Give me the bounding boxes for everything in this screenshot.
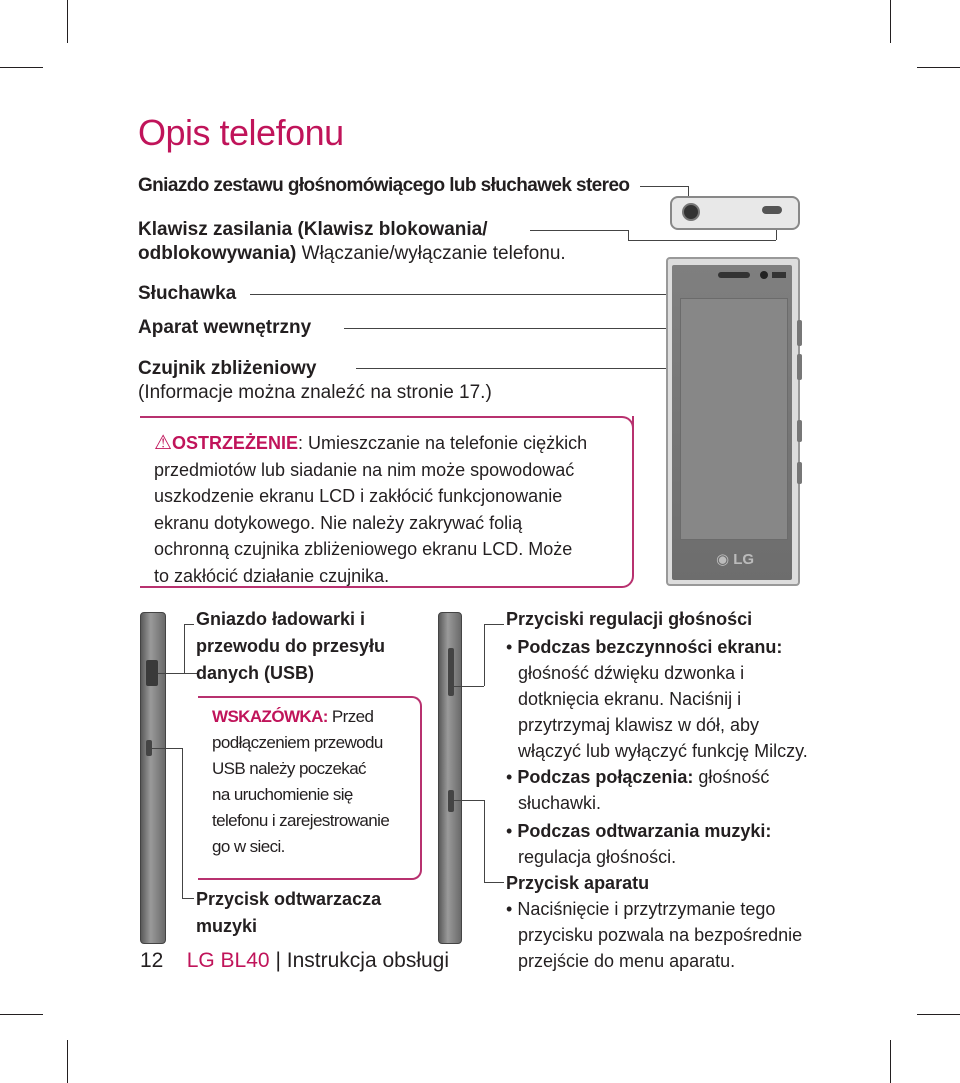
hint-text: WSKAZÓWKA: Przed podłączeniem przewodu USB należy poczekać na uruchomienie się telefonu i zarejestrowanie go w sieci. [212, 707, 390, 856]
camera-key-bullet: • Naciśnięcie i przytrzymanie tego [506, 899, 776, 919]
volume-key-icon [448, 648, 454, 696]
warning-line: przedmiotów lub siadanie na nim może spowodować [154, 459, 575, 480]
leader-line [640, 186, 688, 187]
side-button-icon [797, 462, 802, 484]
crop-mark [917, 67, 960, 68]
warning-line: ekranu dotykowego. Nie należy zakrywać folią [154, 512, 523, 533]
leader-line [484, 624, 504, 625]
warning-text [154, 430, 624, 589]
power-key-title-2: odblokowywania) [138, 243, 297, 264]
proximity-sensor-icon [772, 272, 786, 278]
page-footer [140, 949, 449, 973]
camera-key-text: przycisku pozwala na bezpośrednie przejście do menu aparatu. [518, 925, 803, 971]
power-key-label [138, 218, 566, 266]
headset-jack-icon [682, 203, 700, 221]
warning-box-border [140, 416, 618, 418]
leader-line [250, 294, 682, 295]
leader-line [182, 898, 194, 899]
crop-mark [0, 67, 43, 68]
leader-line [484, 882, 504, 883]
footer-separator: | [275, 949, 281, 972]
page-title: Opis telefonu [138, 112, 344, 153]
power-key-icon [762, 206, 782, 214]
warning-triangle-icon: ⚠ [154, 432, 172, 454]
phone-lcd-area [680, 298, 788, 540]
leader-line [454, 800, 484, 801]
footer-model: LG BL40 [186, 949, 270, 972]
leader-line [152, 748, 182, 749]
leader-line [454, 686, 484, 687]
warning-line: ochronną czujnika zbliżeniowego ekranu LCD. Może [154, 539, 573, 559]
crop-mark [890, 0, 891, 43]
headset-jack-label: Gniazdo zestawu głośnomówiącego lub słuchawek stereo [138, 175, 630, 196]
leader-line [628, 240, 776, 241]
warning-line: uszkodzenie ekranu LCD i zakłócić funkcjonowanie [154, 486, 563, 506]
crop-mark [890, 1040, 891, 1083]
volume-bullet-1: • Podczas bezczynności ekranu: [506, 637, 783, 657]
side-button-icon [797, 354, 802, 380]
footer-label: Instrukcja obsługi [286, 949, 450, 972]
page-number: 12 [140, 949, 164, 972]
warning-head: OSTRZEŻENIE [171, 433, 298, 453]
crop-mark [917, 1014, 960, 1015]
volume-bullet-2-text: słuchawki. [518, 793, 602, 813]
crop-mark [0, 1014, 43, 1015]
warning-line: to zakłócić działanie czujnika. [154, 565, 390, 586]
volume-keys-title: Przyciski regulacji głośności [506, 609, 753, 629]
side-button-icon [797, 420, 802, 442]
volume-bullet-2: • Podczas połączenia: głośność [506, 767, 770, 787]
phone-logo: ◉ LG [716, 551, 755, 568]
power-key-title: Klawisz zasilania (Klawisz blokowania/ [138, 219, 488, 240]
leader-line [184, 624, 185, 674]
crop-mark [67, 1040, 68, 1083]
side-button-icon [797, 320, 802, 346]
leader-line [628, 230, 629, 240]
hint-head: WSKAZÓWKA: [212, 707, 328, 726]
leader-line [158, 673, 198, 674]
proximity-info: (Informacje można znaleźć na stronie 17.) [138, 382, 492, 403]
volume-bullet-3-text: regulacja głośności. [518, 847, 677, 867]
earpiece-icon [718, 272, 750, 278]
inner-camera-label: Aparat wewnętrzny [138, 317, 312, 338]
camera-key-icon [448, 790, 454, 812]
warning-colon: : [297, 433, 303, 453]
power-key-desc: Włączanie/wyłączanie telefonu. [296, 243, 566, 264]
earpiece-label: Słuchawka [138, 283, 237, 304]
usb-port-label: Gniazdo ładowarki i przewodu do przesyłu danych (USB) [196, 609, 386, 683]
leader-line [484, 800, 485, 882]
camera-key-title: Przycisk aparatu [506, 873, 650, 893]
volume-bullet-3: • Podczas odtwarzania muzyki: [506, 821, 772, 841]
proximity-sensor-label: Czujnik zbliżeniowy [138, 358, 317, 379]
warning-line: Umieszczanie na telefonie ciężkich [302, 433, 588, 453]
leader-line [184, 624, 194, 625]
leader-line [484, 624, 485, 686]
camera-lens-icon [760, 271, 768, 279]
usb-port-icon [146, 660, 158, 686]
leader-line [530, 230, 628, 231]
crop-mark [67, 0, 68, 43]
music-key-label: Przycisk odtwarzacza muzyki [196, 889, 382, 936]
leader-line [182, 748, 183, 898]
volume-bullet-1-text: głośność dźwięku dzwonka i dotknięcia ekranu. Naciśnij i przytrzymaj klawisz w dół, aby włączyć lub wyłączyć funkcję Milczy. [518, 663, 808, 761]
